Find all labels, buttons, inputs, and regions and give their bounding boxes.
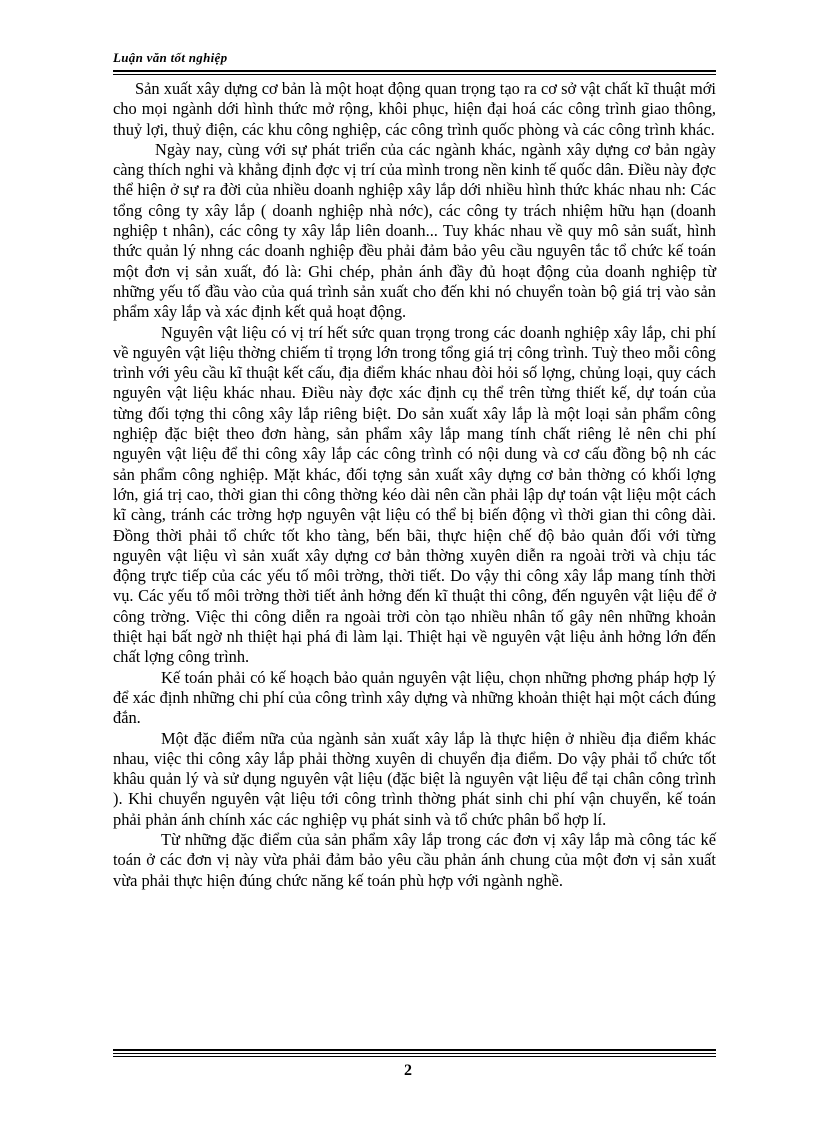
footer-rule	[113, 1049, 716, 1051]
header-rule	[113, 70, 716, 72]
page-number: 2	[404, 1062, 412, 1079]
footer-rule	[113, 1056, 716, 1057]
paragraph: Từ những đặc điểm của sản phẩm xây lắp trong các đơn vị xây lắp mà công tác kế toán ở các đơn vị này vừa phải đảm bảo yêu cầu phản ánh chung của một đơn vị sản xuất vừa phải thực hiện đúng chức năng kế toán phù hợp với ngành nghề.	[113, 829, 716, 890]
paragraph: Sản xuất xây dựng cơ bản là một hoạt động quan trọng tạo ra cơ sở vật chất kĩ thuật mới cho mọi ngành dới hình thức mở rộng, khôi phục, hiện đại hoá các công trình giao thông, thuỷ lợi, thuỷ điện, các khu công nghiệp, các công trình quốc phòng và các công trình khác.	[113, 79, 716, 139]
header-rule-thin	[113, 74, 716, 75]
paragraph: Kế toán phải có kế hoạch bảo quản nguyên vật liệu, chọn những phơng pháp hợp lý để xác định những chi phí của công trình xây dựng và những khoản thiệt hại một cách đúng đắn.	[113, 667, 716, 728]
paragraph: Một đặc điểm nữa của ngành sản xuất xây lắp là thực hiện ở nhiều địa điểm khác nhau, việc thi công xây lắp phải thờng xuyên di chuyển địa điểm. Do vậy phải tổ chức tốt khâu quản lý và sử dụng nguyên vật liệu (đặc biệt là nguyên vật liệu để tại chân công trình ). Khi chuyển nguyên vật liệu tới công trình thờng phát sinh chi phí vận chuyển, kế toán phải phản ánh chính xác các nghiệp vụ phát sinh và tổ chức phân bổ hợp lí.	[113, 728, 716, 829]
paragraph: Nguyên vật liệu có vị trí hết sức quan trọng trong các doanh nghiệp xây lắp, chi phí về nguyên vật liệu thờng chiếm tỉ trọng lớn trong tổng giá trị công trình. Tuỳ theo mỗi công trình với yêu cầu kĩ thuật kết cấu, địa điểm khác nhau đòi hỏi số lợng, chủng loại, quy cách nguyên vật liệu khác nhau. Điều này đợc xác định cụ thể trên từng thiết kế, dự toán của từng đối tợng thi công xây lắp riêng biệt. Do sản xuất xây lắp là một loại sản phẩm công nghiệp đặc biệt theo đơn hàng, sản phẩm xây lắp mang tính chất riêng lẻ nên chi phí nguyên vật liệu để thi công xây lắp các công trình có nội dung và cơ cấu đồng bộ nh các sản phẩm công nghiệp. Mặt khác, đối tợng sản xuất xây dựng cơ bản thờng có khối lợng lớn, giá trị cao, thời gian thi công thờng kéo dài nên cần phải lập dự toán vật liệu một cách kĩ càng, tránh các trờng hợp nguyên vật liệu có thể bị biến động vì thời gian thi công dài. Đồng thời phải tổ chức tốt kho tàng, bến bãi, thực hiện chế độ bảo quản đối với từng nguyên vật liệu vì sản xuất xây dựng cơ bản thờng xuyên diễn ra ngoài trời và chịu tác động trực tiếp của các yếu tố môi trờng, thời tiết. Do vậy thi công xây lắp mang tính thời vụ. Các yếu tố môi trờng thời tiết ảnh hởng đến kĩ thuật thi công, đến nguyên vật liệu để ở công trờng. Việc thi công diễn ra ngoài trời còn tạo nhiều nhân tố gây nên những khoản thiệt hại bất ngờ nh thiệt hại phá đi làm lại. Thiệt hại về nguyên vật liệu ảnh hởng lớn đến chất lợng công trình.	[113, 322, 716, 667]
footer-rule	[113, 1053, 716, 1054]
running-header: Luận văn tốt nghiệp	[113, 50, 228, 65]
document-body	[113, 79, 716, 891]
paragraph: Ngày nay, cùng với sự phát triển của các ngành khác, ngành xây dựng cơ bản ngày càng thích nghi và khẳng định đợc vị trí của mình trong nền kinh tế quốc dân. Điều này đợc thể hiện ở sự ra đời của nhiều doanh nghiệp xây lắp dới nhiều hình thức khác nhau nh: Các tổng công ty xây lắp ( doanh nghiệp nhà nớc), các công ty trách nhiệm hữu hạn (doanh nghiệp t nhân), các công ty xây lắp liên doanh... Tuy khác nhau về quy mô sản suất, hình thức quản lý nhng các doanh nghiệp đều phải đảm bảo yêu cầu nguyên tắc tổ chức kế toán một đơn vị sản xuất, đó là: Ghi chép, phản ánh đầy đủ hoạt động của doanh nghiệp từ những yếu tố đầu vào của quá trình sản xuất cho đến khi nó chuyển toàn bộ giá trị vào sản phẩm xây lắp và xác định kết quả hoạt động.	[113, 139, 716, 322]
